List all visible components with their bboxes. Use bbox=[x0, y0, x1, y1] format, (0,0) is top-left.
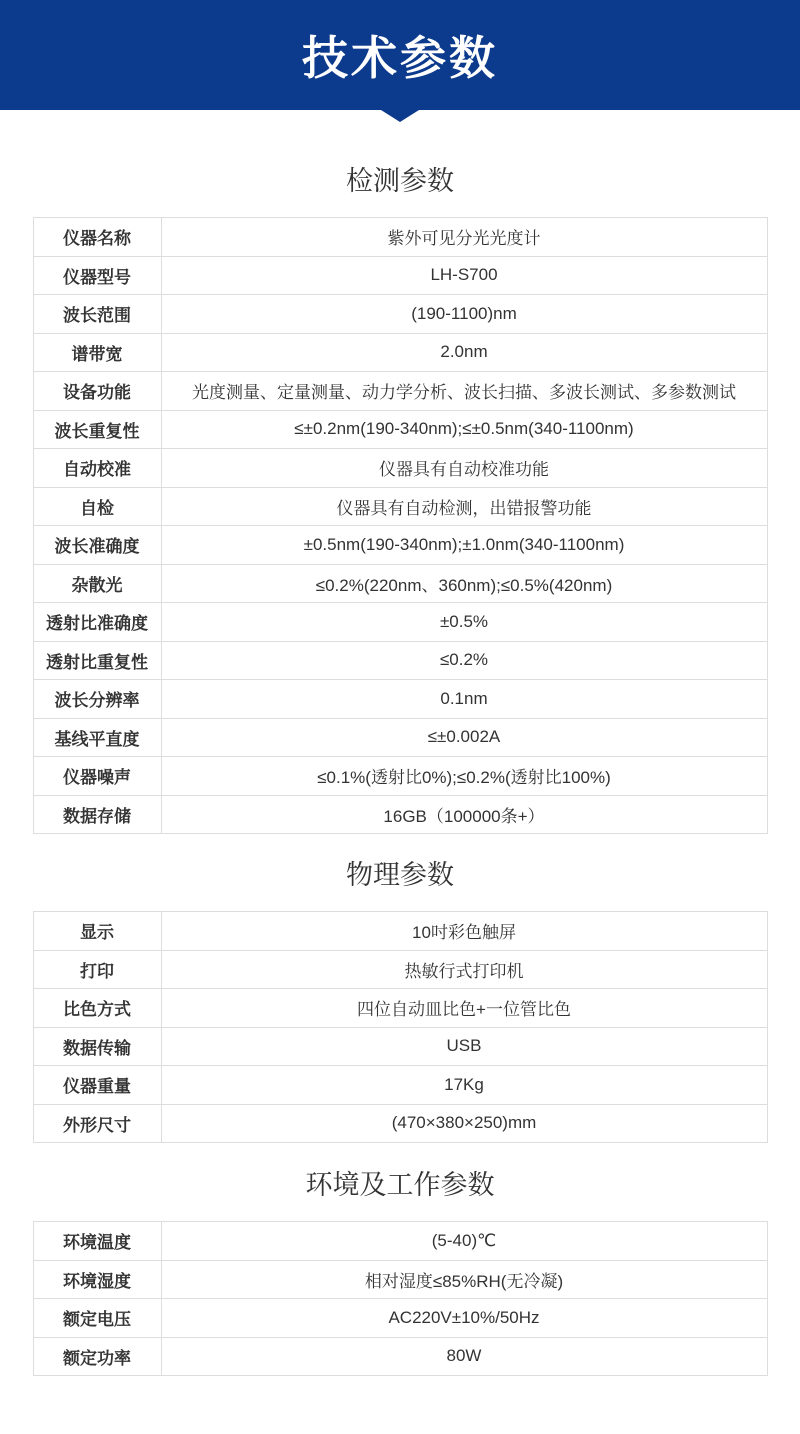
row-label: 仪器重量 bbox=[33, 1066, 161, 1105]
row-label: 透射比重复性 bbox=[33, 641, 161, 680]
table-row bbox=[33, 1222, 767, 1261]
row-label: 基线平直度 bbox=[33, 718, 161, 757]
row-value: LH-S700 bbox=[161, 256, 767, 295]
row-label: 谱带宽 bbox=[33, 333, 161, 372]
section-title-environment: 环境及工作参数 bbox=[305, 1170, 495, 1200]
table-row bbox=[33, 487, 767, 526]
section-title-detection: 检测参数 bbox=[346, 166, 454, 196]
table-row bbox=[33, 757, 767, 796]
table-row bbox=[33, 449, 767, 488]
row-label: 显示 bbox=[33, 912, 161, 951]
row-label: 波长分辨率 bbox=[33, 680, 161, 719]
row-value: (190-1100)nm bbox=[161, 295, 767, 334]
physical-params-table bbox=[33, 911, 768, 1143]
table-row bbox=[33, 1027, 767, 1066]
row-label: 比色方式 bbox=[33, 989, 161, 1028]
table-row bbox=[33, 295, 767, 334]
row-value: ≤0.2%(220nm、360nm);≤0.5%(420nm) bbox=[161, 564, 767, 603]
row-value: ≤0.2% bbox=[161, 641, 767, 680]
row-value: (470×380×250)mm bbox=[161, 1104, 767, 1143]
table-row bbox=[33, 256, 767, 295]
row-value: ≤±0.002A bbox=[161, 718, 767, 757]
row-label: 波长范围 bbox=[33, 295, 161, 334]
row-label: 设备功能 bbox=[33, 372, 161, 411]
table-row bbox=[33, 1260, 767, 1299]
row-value: 80W bbox=[161, 1337, 767, 1376]
row-value: 仪器具有自动检测，出错报警功能 bbox=[161, 487, 767, 526]
table-row bbox=[33, 1299, 767, 1338]
row-label: 环境温度 bbox=[33, 1222, 161, 1261]
row-label: 自检 bbox=[33, 487, 161, 526]
row-value: 热敏行式打印机 bbox=[161, 950, 767, 989]
table-row bbox=[33, 218, 767, 257]
row-label: 打印 bbox=[33, 950, 161, 989]
row-label: 仪器噪声 bbox=[33, 757, 161, 796]
row-value: ±0.5nm(190-340nm);±1.0nm(340-1100nm) bbox=[161, 526, 767, 565]
table-row bbox=[33, 641, 767, 680]
table-row bbox=[33, 989, 767, 1028]
row-label: 仪器型号 bbox=[33, 256, 161, 295]
row-value: 10吋彩色触屏 bbox=[161, 912, 767, 951]
table-row bbox=[33, 912, 767, 951]
row-value: 17Kg bbox=[161, 1066, 767, 1105]
table-row bbox=[33, 1066, 767, 1105]
row-label: 数据存储 bbox=[33, 795, 161, 834]
header-pointer-icon bbox=[381, 110, 419, 122]
row-label: 波长重复性 bbox=[33, 410, 161, 449]
table-row bbox=[33, 1337, 767, 1376]
row-label: 环境湿度 bbox=[33, 1260, 161, 1299]
row-value: 16GB（100000条+） bbox=[161, 795, 767, 834]
row-value: 仪器具有自动校准功能 bbox=[161, 449, 767, 488]
row-value: ≤±0.2nm(190-340nm);≤±0.5nm(340-1100nm) bbox=[161, 410, 767, 449]
row-value: USB bbox=[161, 1027, 767, 1066]
row-value: ±0.5% bbox=[161, 603, 767, 642]
environment-params-table bbox=[33, 1221, 768, 1376]
table-row bbox=[33, 564, 767, 603]
table-row bbox=[33, 372, 767, 411]
section-title-physical: 物理参数 bbox=[346, 860, 454, 890]
row-label: 自动校准 bbox=[33, 449, 161, 488]
table-row bbox=[33, 603, 767, 642]
row-label: 额定电压 bbox=[33, 1299, 161, 1338]
row-label: 仪器名称 bbox=[33, 218, 161, 257]
row-value: (5-40)℃ bbox=[161, 1222, 767, 1261]
row-label: 透射比准确度 bbox=[33, 603, 161, 642]
row-label: 外形尺寸 bbox=[33, 1104, 161, 1143]
row-value: ≤0.1%(透射比0%);≤0.2%(透射比100%) bbox=[161, 757, 767, 796]
row-value: 0.1nm bbox=[161, 680, 767, 719]
table-row bbox=[33, 680, 767, 719]
row-value: AC220V±10%/50Hz bbox=[161, 1299, 767, 1338]
row-label: 数据传输 bbox=[33, 1027, 161, 1066]
row-value: 2.0nm bbox=[161, 333, 767, 372]
row-value: 四位自动皿比色+一位管比色 bbox=[161, 989, 767, 1028]
page-title: 技术参数 bbox=[302, 32, 498, 84]
table-row bbox=[33, 526, 767, 565]
row-value: 光度测量、定量测量、动力学分析、波长扫描、多波长测试、多参数测试 bbox=[161, 372, 767, 411]
page-header bbox=[0, 0, 800, 110]
table-row bbox=[33, 333, 767, 372]
row-label: 波长准确度 bbox=[33, 526, 161, 565]
table-row bbox=[33, 718, 767, 757]
table-row bbox=[33, 410, 767, 449]
table-row bbox=[33, 1104, 767, 1143]
row-label: 杂散光 bbox=[33, 564, 161, 603]
detection-params-table bbox=[33, 217, 768, 834]
table-row bbox=[33, 950, 767, 989]
row-value: 相对湿度≤85%RH(无冷凝) bbox=[161, 1260, 767, 1299]
row-label: 额定功率 bbox=[33, 1337, 161, 1376]
table-row bbox=[33, 795, 767, 834]
row-value: 紫外可见分光光度计 bbox=[161, 218, 767, 257]
